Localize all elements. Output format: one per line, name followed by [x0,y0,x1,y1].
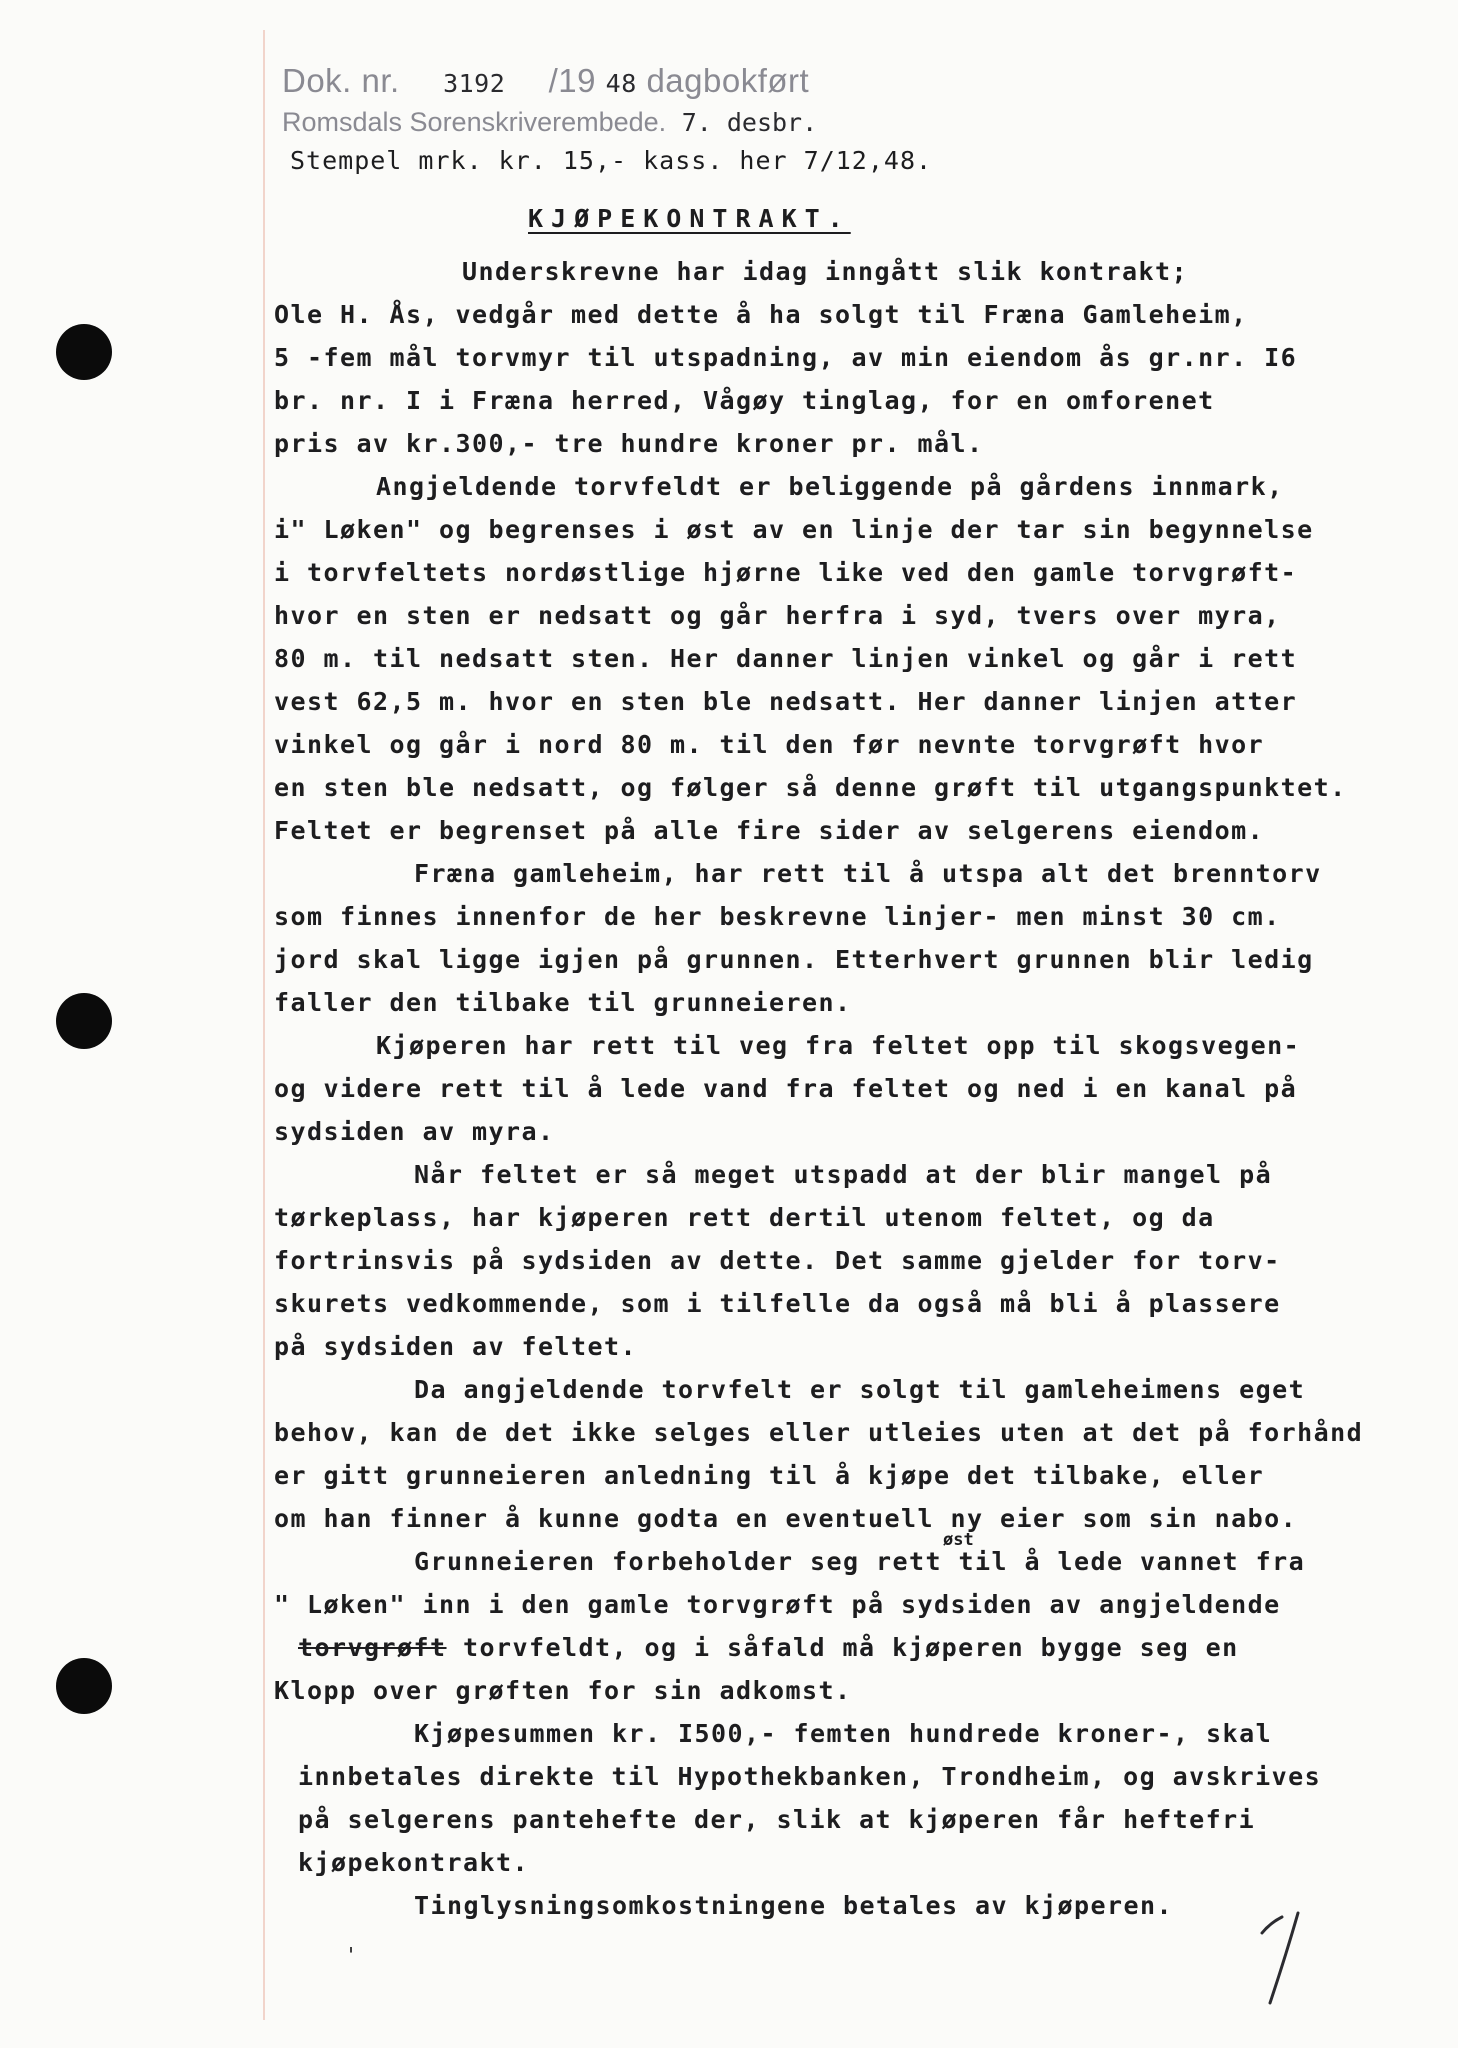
registry-office [282,107,817,138]
text-line: i" Løken" og begrenses i øst av en linje der tar sin begynnelse [274,515,1314,544]
text-line: om han finner å kunne godta en eventuell ny eier som sin nabo. [274,1504,1298,1533]
text-line: Klopp over grøften for sin adkomst. [274,1676,852,1705]
text-line: Når feltet er så meget utspadd at der blir mangel på [414,1160,1273,1189]
text-line: Kjøpesummen kr. I500,- femten hundrede kroner-, skal [414,1719,1273,1748]
text-line: Underskrevne har idag inngått slik kontrakt; [462,257,1189,286]
doc-number: 3192 [443,69,506,98]
text-line: Ole H. Ås, vedgår med dette å ha solgt til Fræna Gamleheim, [274,300,1248,329]
struck-word: torvgrøft [298,1633,447,1662]
punch-hole [56,324,112,380]
signature-stroke-mark [1240,1905,1350,2015]
text-line: vest 62,5 m. hvor en sten ble nedsatt. Her danner linjen atter [274,687,1298,716]
text-line: på sydsiden av feltet. [274,1332,638,1361]
text-line: torvfeldt, og i såfald må kjøperen bygge seg en [463,1633,1239,1662]
stempel-line: Stempel mrk. kr. 15,- kass. her 7/12,48. [290,146,933,175]
text-line: fortrinsvis på sydsiden av dette. Det samme gjelder for torv- [274,1246,1281,1275]
text-line: og videre rett til å lede vand fra feltet og ned i en kanal på [274,1074,1298,1103]
text-line: vinkel og går i nord 80 m. til den før nevnte torvgrøft hvor [274,730,1265,759]
text-line: " Løken" inn i den gamle torvgrøft på sydsiden av angjeldende [274,1590,1281,1619]
text-line: sydsiden av myra. [274,1117,555,1146]
text-line: 80 m. til nedsatt sten. Her danner linjen vinkel og går i rett [274,644,1298,673]
text-line: på selgerens pantehefte der, slik at kjøperen får heftefri [298,1805,1256,1834]
text-line: jord skal ligge igjen på grunnen. Etterhvert grunnen blir ledig [274,945,1314,974]
margin-rule [263,30,265,2020]
stamp-date: 7. desbr. [681,108,818,137]
stamp-label-dok: Dok. nr. [282,62,400,99]
text-line: pris av kr.300,- tre hundre kroner pr. mål. [274,429,984,458]
text-line: en sten ble nedsatt, og følger så denne grøft til utgangspunktet. [274,773,1347,802]
text-line: hvor en sten er nedsatt og går herfra i syd, tvers over myra, [274,601,1281,630]
stamp-label-dagbokfort: dagbokført [646,62,810,99]
stray-mark: ' [345,1943,358,1967]
text-line: Da angjeldende torvfelt er solgt til gamleheimens eget [414,1375,1306,1404]
text-line: 5 -fem mål torvmyr til utspadning, av min eiendom ås gr.nr. I6 [274,343,1298,372]
overwritten-word: øst [943,1530,974,1550]
text-line: Kjøperen har rett til veg fra feltet opp til skogsvegen- [376,1031,1301,1060]
text-line: Angjeldende torvfeldt er beliggende på gårdens innmark, [376,472,1284,501]
text-line: innbetales direkte til Hypothekbanken, Trondheim, og avskrives [298,1762,1322,1791]
text-line: br. nr. I i Fræna herred, Vågøy tinglag, for en omforenet [274,386,1215,415]
text-line: tørkeplass, har kjøperen rett dertil utenom feltet, og da [274,1203,1215,1232]
text-line: faller den tilbake til grunneieren. [274,988,852,1017]
text-line: Grunneieren forbeholder seg rett til å lede vannet fra [414,1547,1306,1576]
text-line: kjøpekontrakt. [298,1848,530,1877]
punch-hole [56,993,112,1049]
doc-year: 48 [605,69,637,98]
text-line: behov, kan de det ikke selges eller utleies uten at det på forhånd [274,1418,1364,1447]
punch-hole [56,1658,112,1714]
text-line: Fræna gamleheim, har rett til å utspa alt det brenntorv [414,859,1322,888]
document-title: KJØPEKONTRAKT. [528,204,851,233]
text-line: som finnes innenfor de her beskrevne linjer- men minst 30 cm. [274,902,1281,931]
stamp-office: Romsdals Sorenskriverembede. [282,107,667,137]
text-line: i torvfeltets nordøstlige hjørne like ved den gamle torvgrøft- [274,558,1298,587]
text-line: Feltet er begrenset på alle fire sider av selgerens eiendom. [274,816,1265,845]
text-line: Tinglysningsomkostningene betales av kjøperen. [414,1891,1174,1920]
text-line: skurets vedkommende, som i tilfelle da også må bli å plassere [274,1289,1281,1318]
text-line-with-strike [298,1633,1239,1663]
text-line: er gitt grunneieren anledning til å kjøpe det tilbake, eller [274,1461,1265,1490]
registry-stamp [282,62,809,100]
stamp-label-year: /19 [548,62,596,99]
